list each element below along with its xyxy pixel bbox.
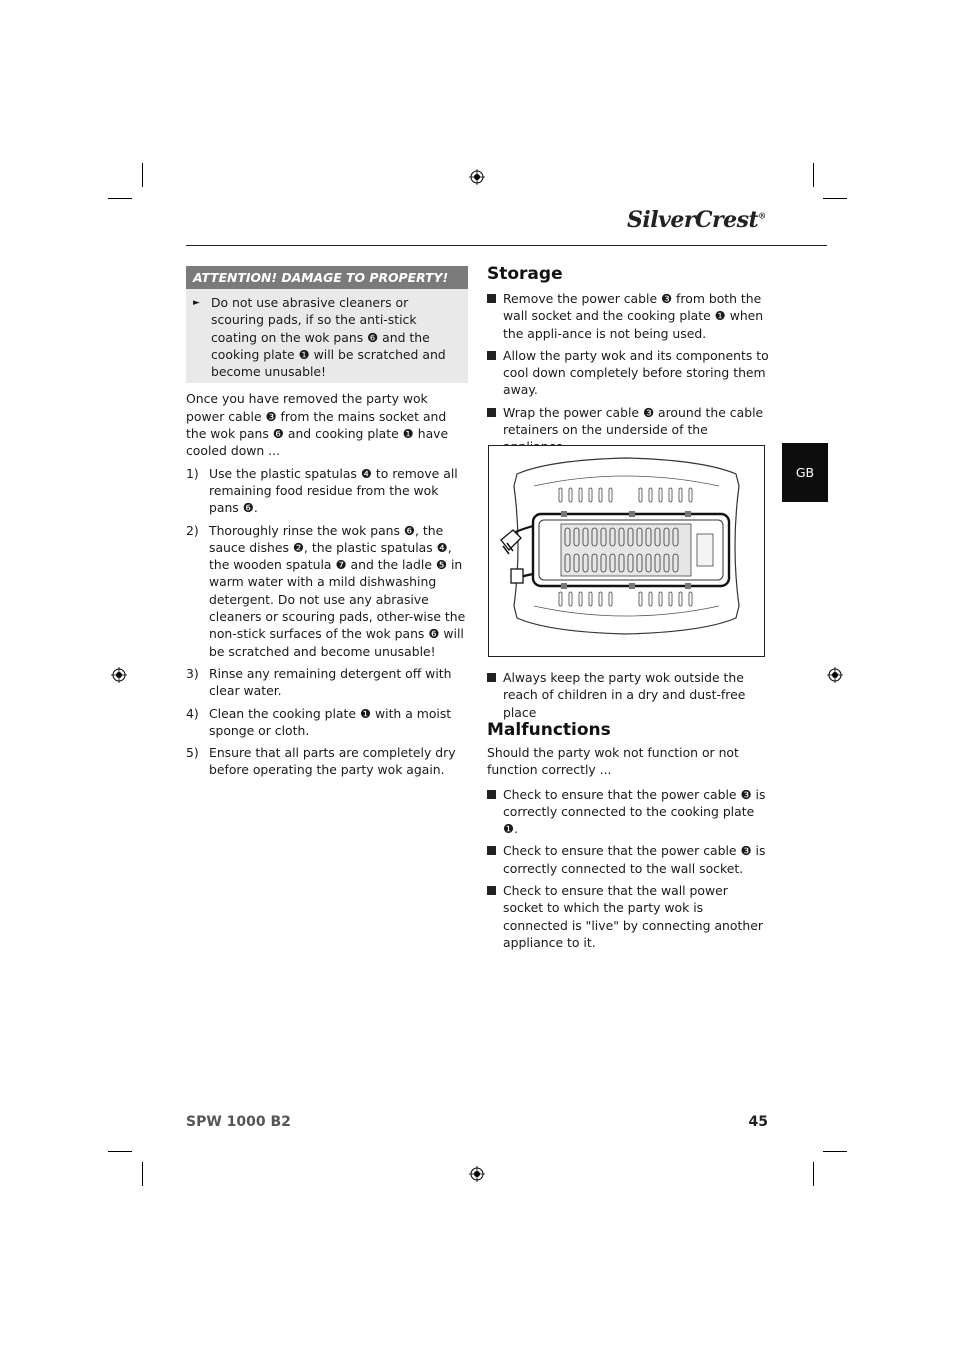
registration-mark-icon [111, 667, 127, 683]
safety-note [487, 669, 769, 721]
malfunctions-section [487, 719, 769, 951]
warning-text: Do not use abrasive cleaners or scouring pads, if so the anti-stick coating on the wok pans ❻ and the cooking plate ❶ will be scratched and become unusable! [211, 295, 446, 380]
malfunctions-heading: Malfunctions [487, 720, 611, 740]
list-item: 1) Use the plastic spatulas ❹ to remove all remaining food residue from the wok pans ❻. [186, 465, 458, 516]
registration-mark-icon [469, 1166, 485, 1182]
footer-model: SPW 1000 B2 [186, 1114, 291, 1130]
storage-heading: Storage [487, 264, 563, 284]
appliance-underside-figure [488, 445, 765, 657]
crop-mark [823, 198, 847, 199]
registration-mark-icon [827, 667, 843, 683]
warning-title: ATTENTION! DAMAGE TO PROPERTY! [186, 266, 468, 289]
cleaning-intro: Once you have removed the party wok power cable ❸ from the mains socket and the wok pans ❻ and cooking plate ❶ have cooled down ... [186, 391, 449, 459]
list-item: 4) Clean the cooking plate ❶ with a moist sponge or cloth. [186, 705, 452, 738]
list-item: 5) Ensure that all parts are completely dry before operating the party wok again. [186, 745, 456, 778]
crop-mark [813, 1162, 814, 1186]
malfunctions-intro: Should the party wok not function or not function correctly ... [487, 745, 739, 778]
crop-mark [813, 163, 814, 187]
bullet-icon [487, 846, 496, 855]
bullet-icon [487, 351, 496, 360]
registration-mark-icon [469, 169, 485, 185]
list-item: Always keep the party wok outside the reach of children in a dry and dust-free place [487, 669, 769, 721]
list-item: Check to ensure that the power cable ❸ is correctly connected to the cooking plate ❶. [487, 786, 769, 838]
warning-box [186, 289, 468, 383]
crop-mark [142, 1162, 143, 1186]
left-column [186, 266, 468, 779]
appliance-illustration [489, 446, 764, 656]
bullet-icon [487, 790, 496, 799]
crop-mark [142, 163, 143, 187]
bullet-icon [487, 886, 496, 895]
crop-mark [108, 1151, 132, 1152]
list-item: 3) Rinse any remaining detergent off with clear water. [186, 665, 452, 699]
crop-mark [108, 198, 132, 199]
arrow-icon: ► [193, 298, 200, 308]
language-tab: GB [782, 443, 828, 502]
header-rule [186, 245, 827, 246]
list-item: Wrap the power cable ❸ around the cable retainers on the underside of the [487, 404, 769, 456]
list-item: Remove the power cable ❸ from both the wall socket and the cooking plate ❶ when the appli-ance is not being used. [487, 290, 769, 342]
list-item: Allow the party wok and its components to cool down completely before storing them away. [487, 347, 769, 399]
list-item: Check to ensure that the wall power socket to which the party wok is connected is "live" by connecting another appliance to it. [487, 882, 769, 951]
bullet-icon [487, 294, 496, 303]
bullet-icon [487, 408, 496, 417]
page-number: 45 [748, 1114, 768, 1130]
bullet-icon [487, 673, 496, 682]
storage-section [487, 263, 769, 456]
crop-mark [823, 1151, 847, 1152]
brand-logo: SilverCrest® [627, 207, 766, 233]
list-item: 2) Thoroughly rinse the wok pans ❻, the sauce dishes ❷, the plastic spatulas ❹, the wooden spatula ❼ and the ladle ❺ in warm water with a mild dishwashing detergent. Do not use any abrasive cleaners or scouring pads, other-wise the non-stick surfaces of the wok pans ❻ will be scratched and become unusable! [186, 522, 466, 659]
list-item: Check to ensure that the power cable ❸ is correctly connected to the wall socket. [487, 842, 769, 877]
